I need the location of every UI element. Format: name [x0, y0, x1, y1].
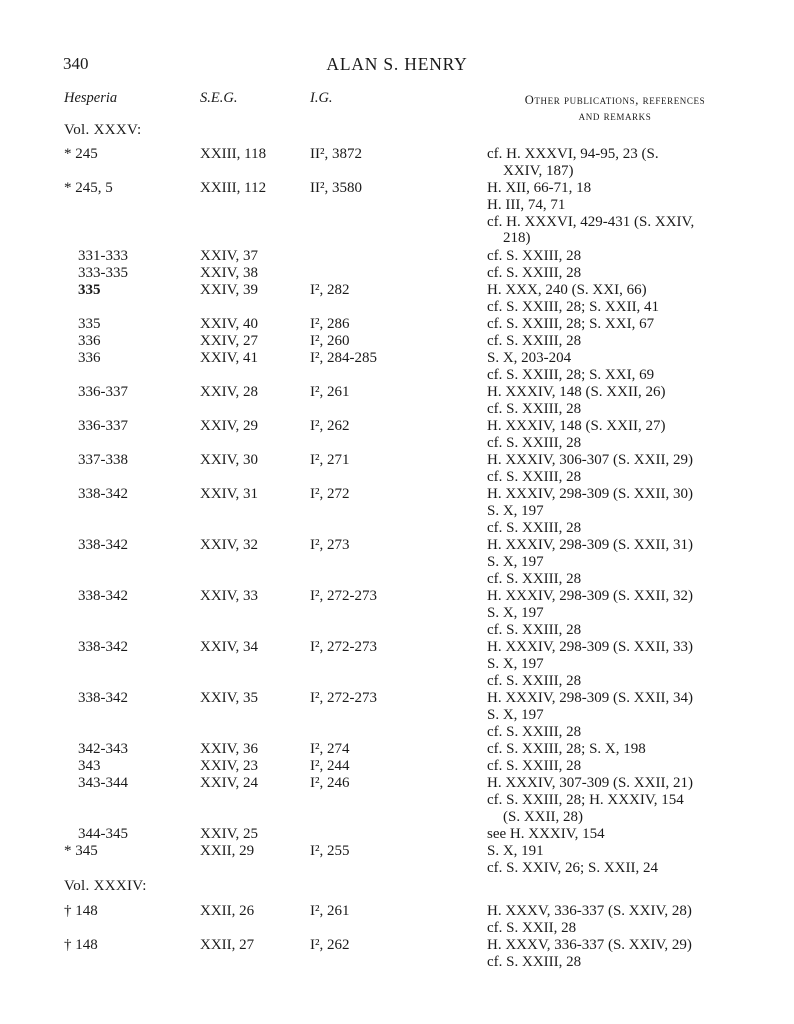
other-line: cf. H. XXXVI, 94-95, 23 (S. [487, 146, 659, 162]
other-line: see H. XXXIV, 154 [487, 826, 605, 842]
ig-cell: I², 260 [310, 333, 350, 349]
ig-cell: I², 274 [310, 741, 350, 757]
other-line: H. XXXIV, 148 (S. XXII, 26) [487, 384, 666, 400]
seg-cell: XXIV, 27 [200, 333, 259, 349]
other-cell [487, 418, 732, 452]
ig-cell: I², 255 [310, 843, 350, 859]
seg-cell: XXIV, 36 [200, 741, 259, 757]
seg-cell: XXIV, 38 [200, 265, 259, 281]
hesperia-cell: 342-343 [78, 741, 128, 757]
other-line: cf. S. XXIII, 28 [487, 468, 582, 485]
other-cell [487, 937, 732, 971]
seg-cell: XXIV, 30 [200, 452, 259, 468]
hesperia-cell: 343-344 [78, 775, 128, 791]
other-cell [487, 265, 732, 282]
other-cell [487, 333, 732, 350]
other-cell [487, 588, 732, 638]
other-line: cf. S. XXIII, 28 [487, 570, 582, 587]
other-line: H. XXX, 240 (S. XXI, 66) [487, 282, 647, 298]
hesperia-cell: 335 [78, 316, 101, 332]
hesperia-cell: 338-342 [78, 639, 128, 655]
column-header-other-line2: and remarks [578, 109, 652, 123]
other-line: H. XXXIV, 307-309 (S. XXII, 21) [487, 775, 693, 791]
other-cell [487, 826, 732, 843]
other-cell [487, 180, 732, 247]
other-line: cf. S. XXIII, 28 [487, 723, 582, 740]
other-line: S. X, 191 [487, 843, 544, 859]
ig-cell: I², 272-273 [310, 588, 377, 604]
hesperia-cell: 336 [78, 333, 101, 349]
hesperia-cell: † 148 [64, 903, 98, 919]
seg-cell: XXIV, 33 [200, 588, 259, 604]
other-line: S. X, 197 [487, 655, 544, 672]
seg-cell: XXIV, 40 [200, 316, 259, 332]
column-header-other-line1: Other publications, references [524, 93, 706, 107]
other-line: cf. S. XXIII, 28; S. XXI, 67 [487, 316, 655, 332]
other-line: cf. S. XXIII, 28 [487, 434, 582, 451]
other-line: H. XXXIV, 298-309 (S. XXII, 33) [487, 639, 693, 655]
seg-cell: XXIV, 39 [200, 282, 259, 298]
seg-cell: XXIV, 37 [200, 248, 259, 264]
column-header-seg: S.E.G. [200, 90, 238, 106]
other-cell [487, 741, 732, 758]
section-heading-vol-xxxiv: Vol. XXXIV: [64, 878, 147, 894]
other-line: cf. S. XXIV, 26; S. XXII, 24 [487, 859, 658, 876]
other-line: S. X, 197 [487, 706, 544, 723]
hesperia-cell: 331-333 [78, 248, 128, 264]
other-cell [487, 350, 732, 384]
other-cell [487, 775, 732, 825]
ig-cell: I², 272-273 [310, 690, 377, 706]
ig-cell: I², 272-273 [310, 639, 377, 655]
other-line: S. X, 197 [487, 604, 544, 621]
other-line: H. XXXIV, 306-307 (S. XXII, 29) [487, 452, 693, 468]
hesperia-cell: 335 [78, 282, 101, 298]
section-heading-vol-xxxv: Vol. XXXV: [64, 122, 142, 138]
hesperia-cell: 343 [78, 758, 101, 774]
ig-cell: I², 272 [310, 486, 350, 502]
hesperia-cell: * 245 [64, 146, 98, 162]
hesperia-cell: 336-337 [78, 418, 128, 434]
other-cell [487, 146, 732, 180]
ig-cell: I², 262 [310, 418, 350, 434]
hesperia-cell: * 245, 5 [64, 180, 113, 196]
other-line: cf. S. XXIII, 28 [487, 672, 582, 689]
other-line: cf. S. XXIII, 28 [487, 953, 582, 970]
seg-cell: XXII, 27 [200, 937, 255, 953]
seg-cell: XXIV, 34 [200, 639, 259, 655]
other-cell [487, 758, 732, 775]
ig-cell: I², 271 [310, 452, 350, 468]
ig-cell: I², 286 [310, 316, 350, 332]
other-line: XXIV, 187) [503, 162, 574, 179]
seg-cell: XXII, 26 [200, 903, 255, 919]
hesperia-cell: 338-342 [78, 486, 128, 502]
hesperia-cell: 333-335 [78, 265, 128, 281]
other-line: cf. S. XXIII, 28; S. XXI, 69 [487, 366, 655, 383]
seg-cell: XXIV, 35 [200, 690, 259, 706]
running-title: ALAN S. HENRY [326, 54, 468, 74]
other-line: H. XXXIV, 298-309 (S. XXII, 30) [487, 486, 693, 502]
ig-cell: I², 273 [310, 537, 350, 553]
ig-cell: II², 3580 [310, 180, 362, 196]
other-line: S. X, 197 [487, 553, 544, 570]
seg-cell: XXIII, 112 [200, 180, 267, 196]
other-line: cf. S. XXIII, 28 [487, 519, 582, 536]
other-line: cf. S. XXIII, 28 [487, 265, 582, 281]
other-cell [487, 282, 732, 316]
other-line: (S. XXII, 28) [503, 808, 583, 825]
hesperia-cell: * 345 [64, 843, 98, 859]
other-cell [487, 452, 732, 486]
ig-cell: I², 261 [310, 903, 350, 919]
other-line: cf. S. XXIII, 28 [487, 333, 582, 349]
other-line: H. XXXIV, 298-309 (S. XXII, 31) [487, 537, 693, 553]
other-line: H. XXXIV, 298-309 (S. XXII, 34) [487, 690, 693, 706]
other-line: 218) [503, 230, 531, 247]
other-line: S. X, 197 [487, 502, 544, 519]
other-line: cf. H. XXXVI, 429-431 (S. XXIV, [487, 213, 695, 230]
ig-cell: I², 262 [310, 937, 350, 953]
column-header-hesperia: Hesperia [64, 90, 118, 106]
other-cell [487, 384, 732, 418]
seg-cell: XXIV, 25 [200, 826, 259, 842]
other-line: cf. S. XXIII, 28 [487, 400, 582, 417]
seg-cell: XXIV, 23 [200, 758, 259, 774]
hesperia-cell: 336 [78, 350, 101, 366]
other-line: cf. S. XXIII, 28; H. XXXIV, 154 [487, 791, 684, 808]
other-cell [487, 690, 732, 740]
ig-cell: I², 284-285 [310, 350, 377, 366]
column-header-other [468, 92, 762, 124]
other-line: H. XXXV, 336-337 (S. XXIV, 28) [487, 903, 692, 919]
hesperia-cell: 337-338 [78, 452, 128, 468]
other-line: S. X, 203-204 [487, 350, 572, 366]
other-line: cf. S. XXIII, 28 [487, 621, 582, 638]
other-line: cf. S. XXIII, 28; S. XXII, 41 [487, 298, 660, 315]
ig-cell: I², 282 [310, 282, 350, 298]
ig-cell: I², 246 [310, 775, 350, 791]
column-header-ig: I.G. [310, 90, 333, 106]
other-line: H. XXXIV, 298-309 (S. XXII, 32) [487, 588, 693, 604]
other-cell [487, 639, 732, 689]
hesperia-cell: 344-345 [78, 826, 128, 842]
hesperia-cell: 338-342 [78, 690, 128, 706]
other-cell [487, 537, 732, 587]
seg-cell: XXIV, 31 [200, 486, 259, 502]
seg-cell: XXIV, 41 [200, 350, 259, 366]
hesperia-cell: 338-342 [78, 588, 128, 604]
hesperia-cell: 338-342 [78, 537, 128, 553]
other-line: cf. S. XXIII, 28 [487, 758, 582, 774]
other-line: cf. S. XXII, 28 [487, 919, 577, 936]
ig-cell: II², 3872 [310, 146, 362, 162]
other-line: cf. S. XXIII, 28 [487, 248, 582, 264]
other-line: H. III, 74, 71 [487, 196, 566, 213]
other-cell [487, 486, 732, 536]
seg-cell: XXIV, 29 [200, 418, 259, 434]
page-number: 340 [63, 54, 89, 73]
other-line: H. XII, 66-71, 18 [487, 180, 592, 196]
ig-cell: I², 261 [310, 384, 350, 400]
other-cell [487, 843, 732, 877]
seg-cell: XXII, 29 [200, 843, 255, 859]
seg-cell: XXIV, 32 [200, 537, 259, 553]
ig-cell: I², 244 [310, 758, 350, 774]
other-line: cf. S. XXIII, 28; S. X, 198 [487, 741, 646, 757]
other-line: H. XXXIV, 148 (S. XXII, 27) [487, 418, 666, 434]
hesperia-cell: † 148 [64, 937, 98, 953]
other-cell [487, 248, 732, 265]
seg-cell: XXIV, 28 [200, 384, 259, 400]
hesperia-cell: 336-337 [78, 384, 128, 400]
seg-cell: XXIII, 118 [200, 146, 267, 162]
other-line: H. XXXV, 336-337 (S. XXIV, 29) [487, 937, 692, 953]
seg-cell: XXIV, 24 [200, 775, 259, 791]
other-cell [487, 903, 732, 937]
other-cell [487, 316, 732, 333]
